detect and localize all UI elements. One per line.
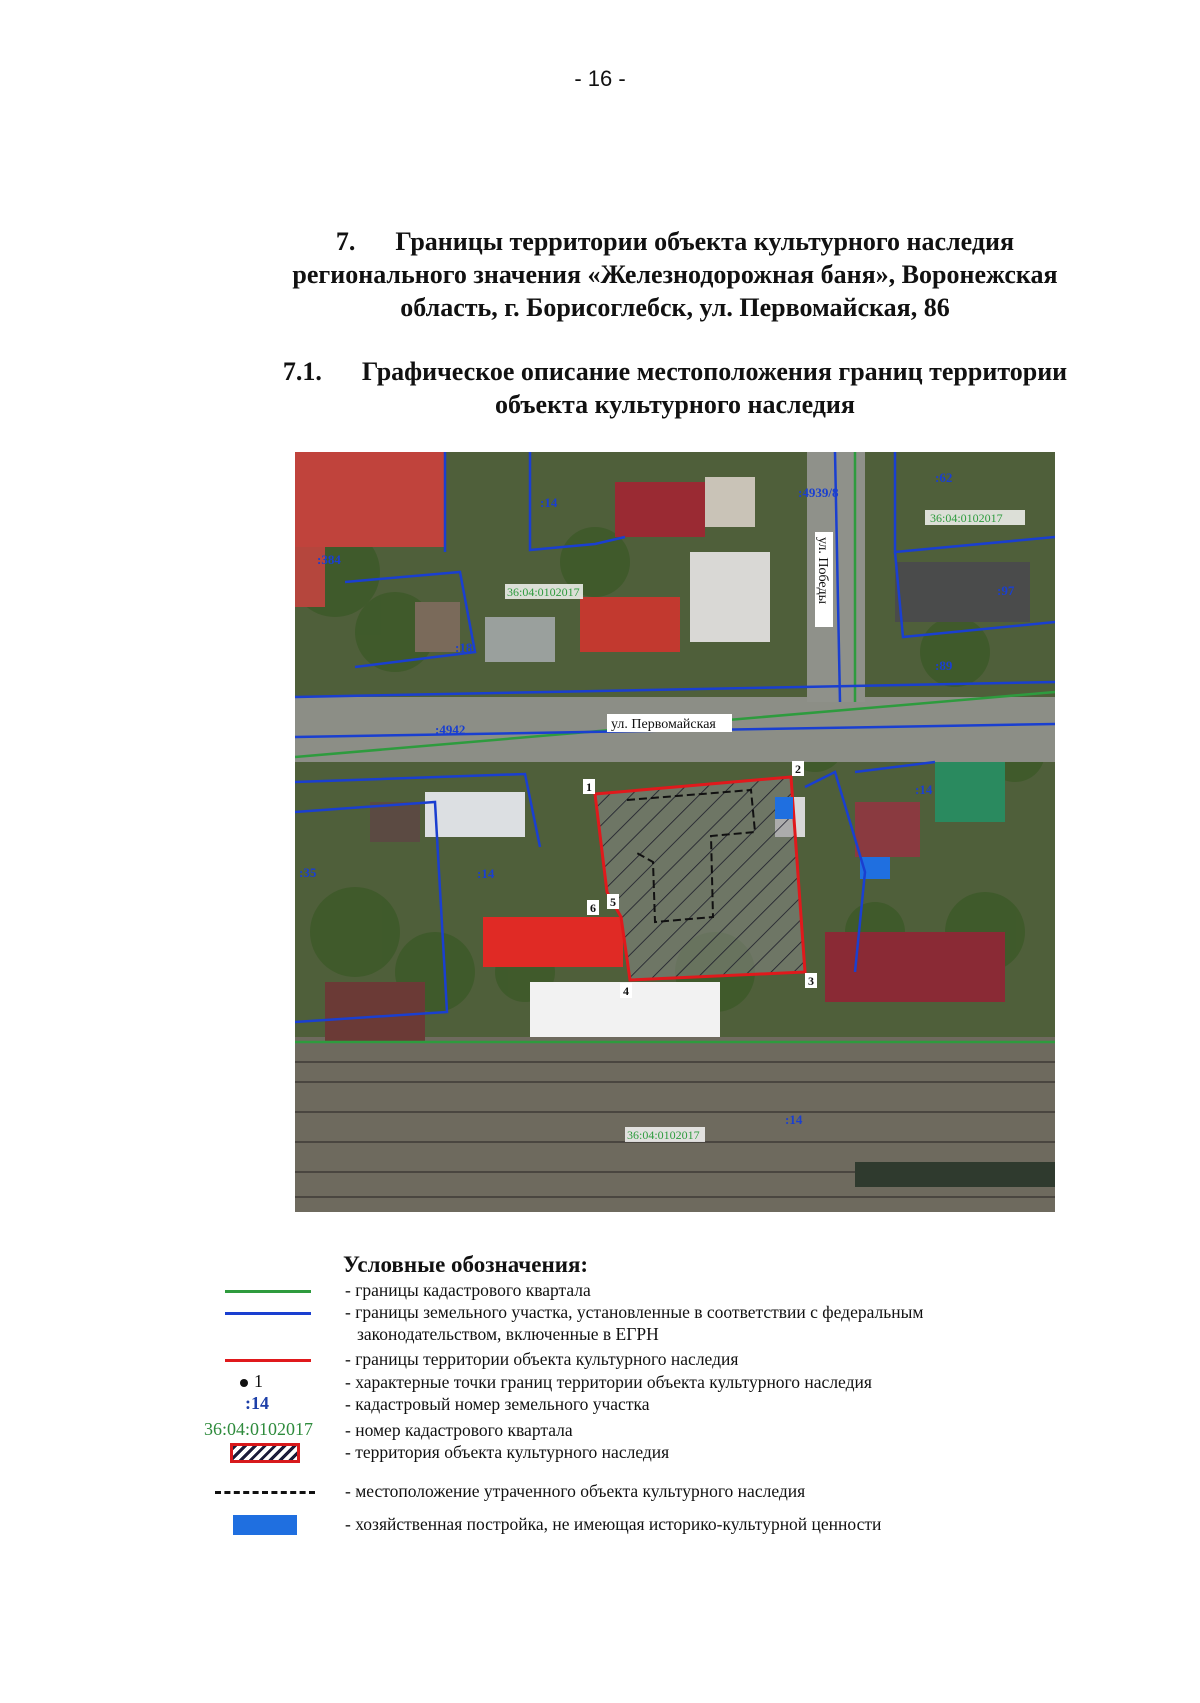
- blue-line-symbol: [225, 1312, 311, 1315]
- legend-item-parcel-boundary: - границы земельного участка, установленные в соответствии с федеральным: [200, 1301, 1100, 1325]
- parcel-label: :14: [477, 866, 495, 881]
- section-title-line1: 7. Границы территории объекта культурного наследия: [335, 227, 1015, 256]
- subsection-title-line2: объекта культурного наследия: [495, 390, 855, 419]
- legend-item-parcel-number: :14 - кадастровый номер земельного участка: [245, 1393, 650, 1414]
- parcel-label: :384: [317, 552, 341, 567]
- heritage-hatch: [595, 777, 805, 980]
- parcel-label: :18: [455, 640, 473, 655]
- dashed-line-symbol: [215, 1491, 315, 1494]
- point-label: 4: [623, 984, 629, 998]
- outbuilding-marker: [775, 797, 793, 819]
- parcel-number-symbol: :14: [245, 1393, 269, 1413]
- point-label: 2: [795, 762, 801, 776]
- subsection-number: 7.1.: [282, 357, 322, 386]
- train-cars: [855, 1162, 1055, 1187]
- parcel-label: :35: [299, 865, 317, 880]
- quarter-number-symbol: 36:04:0102017: [204, 1419, 314, 1439]
- parcel-label: :62: [935, 470, 953, 485]
- parcel-label: :14: [540, 495, 558, 510]
- point-label: 5: [610, 895, 616, 909]
- point-label: 1: [586, 780, 592, 794]
- subsection-title-line1: 7.1. Графическое описание местоположения границ территории: [282, 357, 1068, 386]
- legend-title: Условные обозначения:: [343, 1252, 589, 1277]
- parcel-label: :89: [935, 658, 953, 673]
- legend-item-quarter-number: 36:04:0102017 - номер кадастрового квартала: [204, 1419, 573, 1440]
- satellite-map: [295, 452, 1055, 1212]
- street-label-pobedy: ул. Победы: [815, 537, 830, 604]
- point-symbol: 1: [240, 1371, 263, 1392]
- legend-item-points: 1 - характерные точки границ территории объекта культурного наследия: [200, 1371, 1100, 1395]
- page-number: - 16 -: [574, 66, 626, 91]
- parcel-label: :14: [915, 782, 933, 797]
- parcel-label: :4939/8: [798, 485, 839, 500]
- quarter-label: 36:04:0102017: [507, 585, 580, 599]
- blue-rect-symbol: [233, 1515, 297, 1535]
- legend-item-quarter-boundary: - границы кадастрового квартала: [200, 1279, 1100, 1303]
- legend-item-lost-object: - местоположение утраченного объекта культурного наследия: [200, 1480, 1100, 1504]
- section-heading: [230, 225, 1120, 324]
- parcel-label: :4942: [435, 722, 466, 737]
- point-label: 6: [590, 901, 596, 915]
- section-title-line2: регионального значения «Железнодорожная баня», Воронежская: [292, 260, 1058, 289]
- legend-item-heritage-boundary: - границы территории объекта культурного наследия: [200, 1348, 1100, 1372]
- subsection-heading: [230, 355, 1120, 421]
- parcel-label: :14: [785, 1112, 803, 1127]
- legend-item-parcel-boundary-cont: законодательством, включенные в ЕГРН: [357, 1324, 659, 1344]
- green-line-symbol: [225, 1290, 311, 1293]
- section-title-line3: область, г. Борисоглебск, ул. Первомайская, 86: [400, 293, 950, 322]
- parcel-label: :97: [997, 583, 1015, 598]
- street-label-pervomayskaya: ул. Первомайская: [611, 717, 716, 732]
- quarter-label: 36:04:0102017: [627, 1128, 700, 1142]
- section-number: 7.: [335, 227, 356, 256]
- red-line-symbol: [225, 1359, 311, 1362]
- legend-item-outbuilding: - хозяйственная постройка, не имеющая историко-культурной ценности: [200, 1513, 1100, 1537]
- quarter-label: 36:04:0102017: [930, 511, 1003, 525]
- point-label: 3: [808, 974, 814, 988]
- legend-item-territory: - территория объекта культурного наследия: [200, 1441, 1100, 1465]
- hatch-symbol: [230, 1443, 300, 1463]
